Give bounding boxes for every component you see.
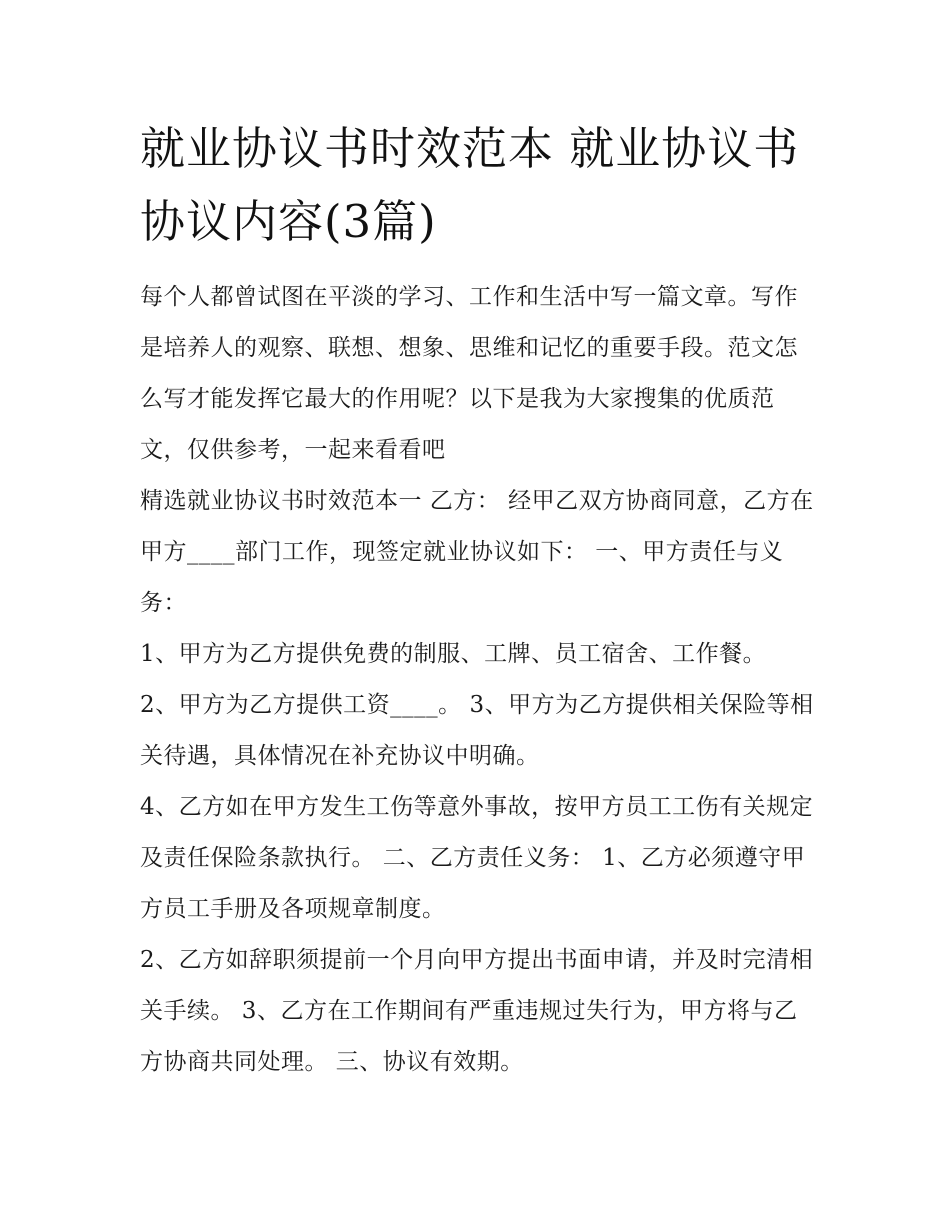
party-a-clause-2-3: 2、甲方为乙方提供工资____。 3、甲方为乙方提供相关保险等相关待遇，具体情况在补充协议中明确。 (140, 692, 814, 769)
party-b-clause-2-3: 2、乙方如辞职须提前一个月向甲方提出书面申请，并及时完清相关手续。 3、乙方在工作期间有严重违规过失行为，甲方将与乙方协商共同处理。 三、协议有效期。 (140, 947, 814, 1075)
party-a-clause-1: 1、甲方为乙方提供免费的制服、工牌、员工宿舍、工作餐。 (140, 641, 767, 667)
intro-paragraph: 每个人都曾试图在平淡的学习、工作和生活中写一篇文章。写作是培养人的观察、联想、想象、思维和记忆的重要手段。范文怎么写才能发挥它最大的作用呢？以下是我为大家搜集的优质范文，仅供参考，一起来看看吧 (140, 284, 798, 463)
party-a-clause-4-and-party-b-clause-1: 4、乙方如在甲方发生工伤等意外事故，按甲方员工工伤有关规定及责任保险条款执行。 二、乙方责任义务： 1、乙方必须遵守甲方员工手册及各项规章制度。 (140, 794, 814, 922)
document-title: 就业协议书时效范本 就业协议书协议内容(3篇) (140, 122, 800, 248)
agreement-preamble: 精选就业协议书时效范本一 乙方： 经甲乙双方协商同意，乙方在甲方____部门工作，现签定就业协议如下： 一、甲方责任与义务： (140, 488, 814, 616)
document-body (140, 112, 816, 1088)
